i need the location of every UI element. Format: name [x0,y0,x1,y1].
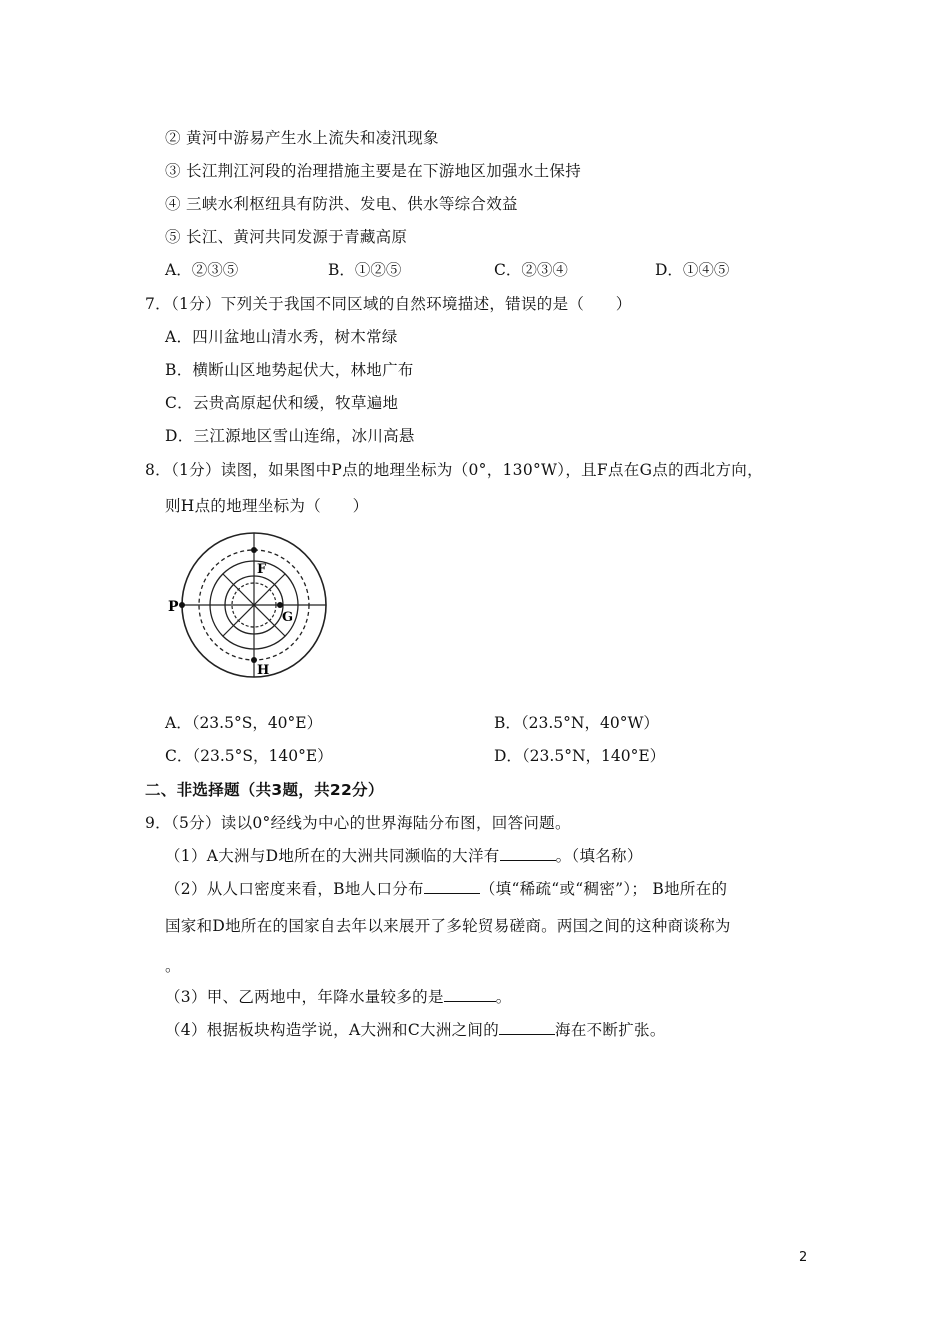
q7-option-c: C．云贵高原起伏和缓，牧草遍地 [165,394,399,412]
q9-part-2-text-b: （填“稀疏“或“稠密”）； B地所在的 [479,880,728,898]
q8-option-b: B．（23.5°N，40°W） [494,714,659,732]
q9-part-4-blank[interactable] [499,1020,555,1035]
q6-item-4: ④ 三峡水利枢纽具有防洪、发电、供水等综合效益 [165,195,518,213]
label-g: G [282,610,294,625]
q9-part-2 [165,879,727,899]
point-f-dot [251,547,257,553]
q6-option-a: A．②③⑤ [165,261,239,279]
q9-part-4-text-a: （4）根据板块构造学说，A大洲和C大洲之间的 [165,1021,500,1039]
q9-part-3-text-b: 。 [495,988,512,1006]
q7-option-b: B．横断山区地势起伏大，林地广布 [165,361,414,379]
q9-part-2-blank[interactable] [424,879,480,894]
q6-option-d: D．①④⑤ [655,261,730,279]
q8-stem-line1: 8．（1分）读图，如果图中P点的地理坐标为（0°，130°W），且F点在G点的西北方向， [145,461,763,479]
page-number: 2 [799,1250,808,1265]
polar-diagram [166,528,336,680]
q6-item-5: ⑤ 长江、黄河共同发源于青藏高原 [165,228,408,246]
q9-stem: 9．（5分）读以0°经线为中心的世界海陆分布图，回答问题。 [145,814,571,832]
q9-part-4-text-b: 海在不断扩张。 [555,1021,666,1039]
q9-part-4 [165,1020,666,1040]
q9-part-3 [165,987,512,1007]
section-2-heading: 二、非选择题（共3题，共22分） [145,781,384,799]
q9-part-1-blank[interactable] [500,846,556,861]
label-h: H [257,663,270,678]
q9-part-2-line3: 。 [165,957,181,975]
point-p-dot [179,602,185,608]
q9-part-2-text-a: （2）从人口密度来看，B地人口分布 [165,880,424,898]
q6-option-b: B．①②⑤ [328,261,402,279]
q8-option-c: C．（23.5°S，140°E） [165,747,333,765]
q9-part-1-text-b: 。（填名称） [555,847,643,865]
q9-part-1 [165,846,643,866]
q9-part-2-line2: 国家和D地所在的国家自去年以来展开了多轮贸易磋商。两国之间的这种商谈称为 [165,917,731,935]
label-p: P [168,599,179,615]
q8-option-d: D．（23.5°N，140°E） [494,747,666,765]
label-f: F [257,562,267,577]
q9-part-3-blank[interactable] [444,987,496,1002]
q6-item-2: ② 黄河中游易产生水上流失和凌汛现象 [165,129,439,147]
q6-option-c: C．②③④ [494,261,568,279]
point-g-dot [277,602,283,608]
q7-stem: 7．（1分）下列关于我国不同区域的自然环境描述，错误的是（ ） [145,295,632,313]
q9-part-3-text-a: （3）甲、乙两地中，年降水量较多的是 [165,988,444,1006]
q8-option-a: A．（23.5°S，40°E） [165,714,323,732]
q7-option-a: A．四川盆地山清水秀，树木常绿 [165,328,398,346]
q9-part-1-text-a: （1）A大洲与D地所在的大洲共同濒临的大洋有 [165,847,500,865]
q7-option-d: D．三江源地区雪山连绵，冰川高悬 [165,427,415,445]
q8-stem-line2: 则H点的地理坐标为（ ） [165,497,369,515]
q6-item-3: ③ 长江荆江河段的治理措施主要是在下游地区加强水土保持 [165,162,582,180]
